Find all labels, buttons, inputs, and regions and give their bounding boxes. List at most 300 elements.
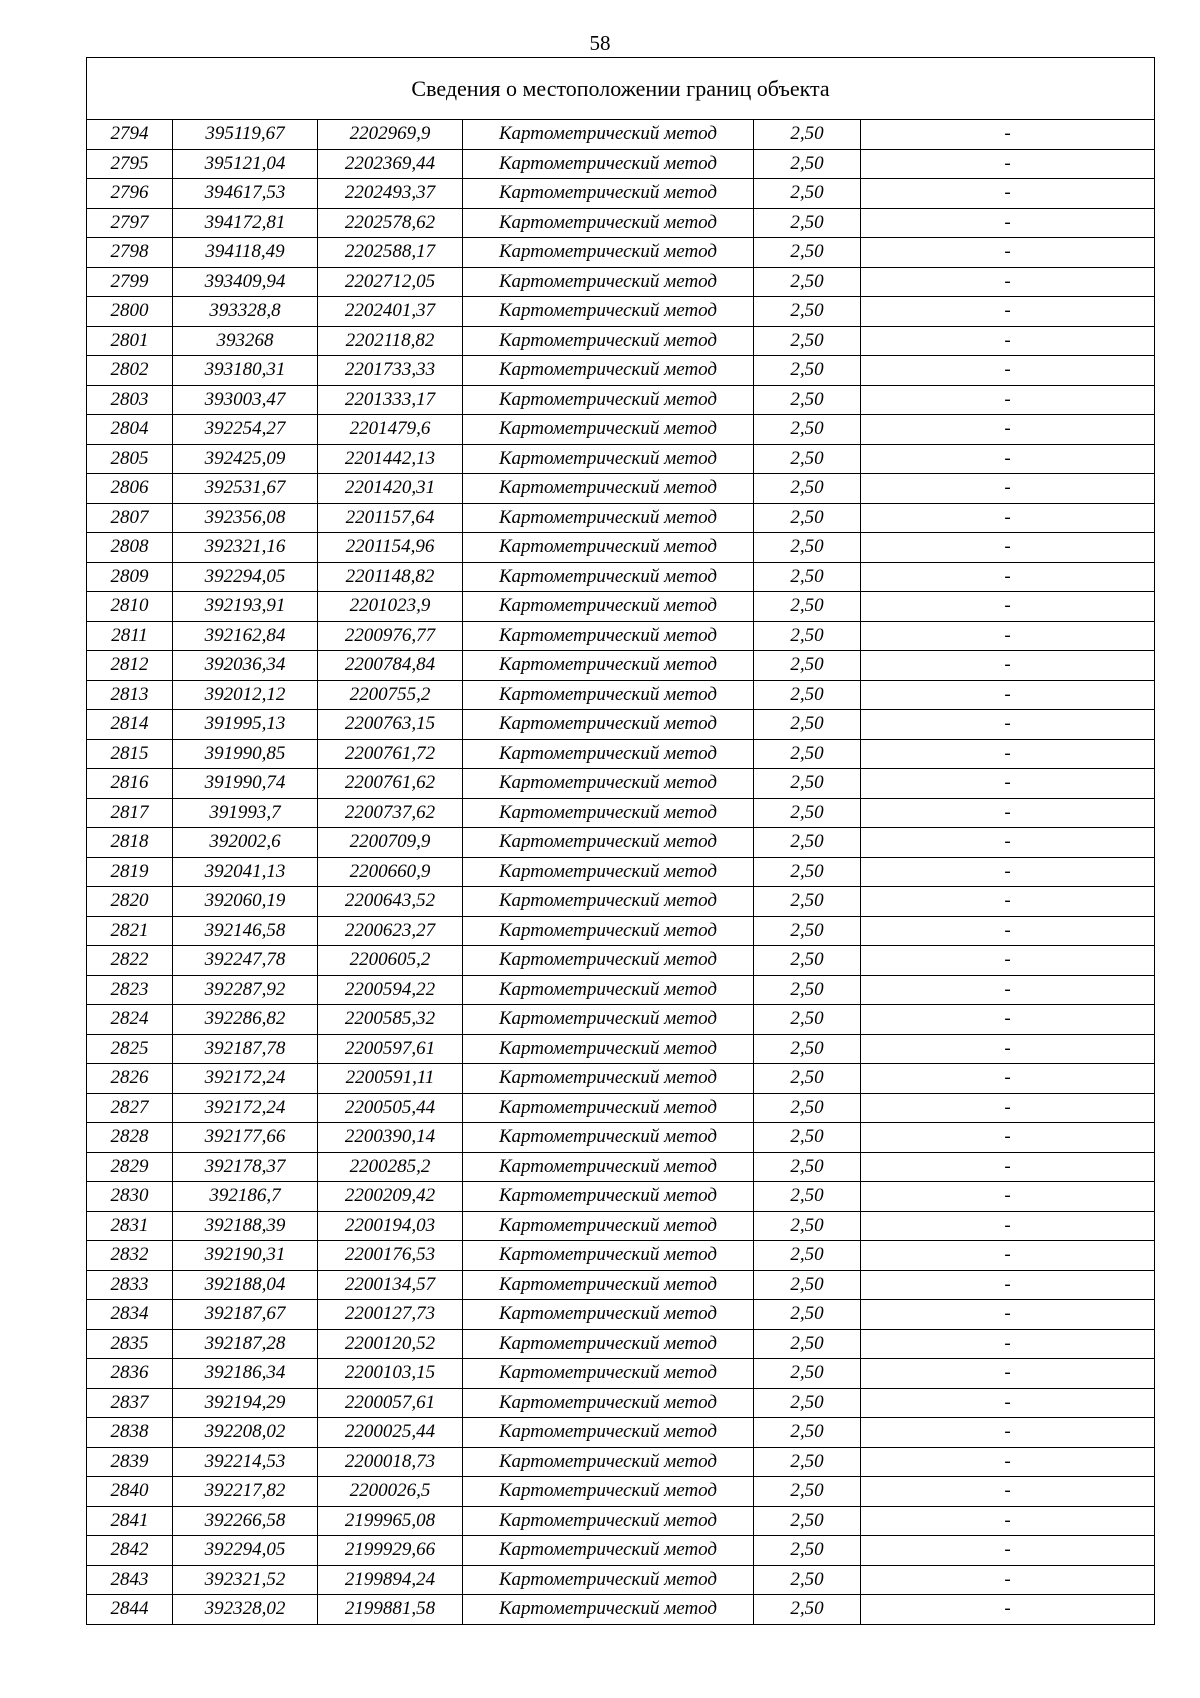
cell-description: - xyxy=(861,533,1155,563)
cell-point-number: 2804 xyxy=(87,415,173,445)
cell-coord-x: 392217,82 xyxy=(173,1477,318,1507)
cell-point-number: 2841 xyxy=(87,1506,173,1536)
cell-coord-x: 392178,37 xyxy=(173,1152,318,1182)
cell-coord-y: 2200709,9 xyxy=(318,828,463,858)
cell-coord-y: 2200761,72 xyxy=(318,739,463,769)
cell-accuracy: 2,50 xyxy=(754,975,861,1005)
cell-method: Картометрический метод xyxy=(463,1329,754,1359)
cell-coord-x: 392187,78 xyxy=(173,1034,318,1064)
cell-point-number: 2808 xyxy=(87,533,173,563)
page-number: 58 xyxy=(589,31,611,55)
cell-coord-x: 392187,28 xyxy=(173,1329,318,1359)
table-row xyxy=(87,149,1155,179)
cell-description: - xyxy=(861,651,1155,681)
table-row xyxy=(87,1388,1155,1418)
cell-point-number: 2833 xyxy=(87,1270,173,1300)
cell-accuracy: 2,50 xyxy=(754,297,861,327)
cell-coord-x: 392294,05 xyxy=(173,562,318,592)
table-row xyxy=(87,267,1155,297)
cell-coord-y: 2200597,61 xyxy=(318,1034,463,1064)
cell-coord-y: 2202712,05 xyxy=(318,267,463,297)
cell-coord-x: 392188,39 xyxy=(173,1211,318,1241)
table-row xyxy=(87,1477,1155,1507)
cell-description: - xyxy=(861,1595,1155,1625)
cell-description: - xyxy=(861,356,1155,386)
cell-description: - xyxy=(861,503,1155,533)
cell-method: Картометрический метод xyxy=(463,887,754,917)
table-row xyxy=(87,1359,1155,1389)
table-row xyxy=(87,916,1155,946)
table-row xyxy=(87,562,1155,592)
cell-method: Картометрический метод xyxy=(463,1182,754,1212)
cell-coord-x: 392012,12 xyxy=(173,680,318,710)
cell-method: Картометрический метод xyxy=(463,444,754,474)
cell-method: Картометрический метод xyxy=(463,680,754,710)
cell-accuracy: 2,50 xyxy=(754,828,861,858)
cell-method: Картометрический метод xyxy=(463,769,754,799)
cell-coord-x: 394172,81 xyxy=(173,208,318,238)
cell-description: - xyxy=(861,1064,1155,1094)
cell-point-number: 2795 xyxy=(87,149,173,179)
table-row xyxy=(87,1447,1155,1477)
table-row xyxy=(87,769,1155,799)
cell-point-number: 2799 xyxy=(87,267,173,297)
cell-description: - xyxy=(861,916,1155,946)
cell-method: Картометрический метод xyxy=(463,1211,754,1241)
cell-accuracy: 2,50 xyxy=(754,415,861,445)
cell-coord-y: 2200127,73 xyxy=(318,1300,463,1330)
table-row xyxy=(87,1211,1155,1241)
cell-coord-x: 393268 xyxy=(173,326,318,356)
cell-coord-x: 391990,85 xyxy=(173,739,318,769)
cell-point-number: 2803 xyxy=(87,385,173,415)
cell-description: - xyxy=(861,887,1155,917)
cell-description: - xyxy=(861,680,1155,710)
cell-point-number: 2802 xyxy=(87,356,173,386)
cell-coord-x: 393328,8 xyxy=(173,297,318,327)
cell-coord-y: 2200025,44 xyxy=(318,1418,463,1448)
cell-accuracy: 2,50 xyxy=(754,120,861,150)
cell-accuracy: 2,50 xyxy=(754,592,861,622)
cell-point-number: 2825 xyxy=(87,1034,173,1064)
cell-coord-x: 392194,29 xyxy=(173,1388,318,1418)
cell-coord-x: 395119,67 xyxy=(173,120,318,150)
cell-accuracy: 2,50 xyxy=(754,1447,861,1477)
cell-accuracy: 2,50 xyxy=(754,1300,861,1330)
table-row xyxy=(87,444,1155,474)
table-row xyxy=(87,1064,1155,1094)
table-title-row xyxy=(87,58,1155,120)
cell-accuracy: 2,50 xyxy=(754,1418,861,1448)
cell-method: Картометрический метод xyxy=(463,592,754,622)
cell-accuracy: 2,50 xyxy=(754,326,861,356)
table-row xyxy=(87,326,1155,356)
cell-method: Картометрический метод xyxy=(463,1506,754,1536)
cell-point-number: 2813 xyxy=(87,680,173,710)
cell-point-number: 2844 xyxy=(87,1595,173,1625)
cell-coord-y: 2200605,2 xyxy=(318,946,463,976)
table-row xyxy=(87,208,1155,238)
cell-coord-x: 392286,82 xyxy=(173,1005,318,1035)
table-row xyxy=(87,1005,1155,1035)
cell-description: - xyxy=(861,1359,1155,1389)
cell-coord-x: 392190,31 xyxy=(173,1241,318,1271)
cell-point-number: 2824 xyxy=(87,1005,173,1035)
cell-point-number: 2821 xyxy=(87,916,173,946)
cell-description: - xyxy=(861,946,1155,976)
cell-coord-x: 392321,52 xyxy=(173,1565,318,1595)
cell-method: Картометрический метод xyxy=(463,798,754,828)
cell-coord-y: 2201733,33 xyxy=(318,356,463,386)
cell-point-number: 2818 xyxy=(87,828,173,858)
cell-point-number: 2827 xyxy=(87,1093,173,1123)
cell-coord-x: 392294,05 xyxy=(173,1536,318,1566)
cell-description: - xyxy=(861,592,1155,622)
cell-coord-x: 394118,49 xyxy=(173,238,318,268)
cell-coord-y: 2202493,37 xyxy=(318,179,463,209)
cell-coord-x: 393003,47 xyxy=(173,385,318,415)
cell-accuracy: 2,50 xyxy=(754,1506,861,1536)
cell-coord-x: 395121,04 xyxy=(173,149,318,179)
cell-coord-x: 392060,19 xyxy=(173,887,318,917)
cell-coord-y: 2201023,9 xyxy=(318,592,463,622)
cell-accuracy: 2,50 xyxy=(754,621,861,651)
cell-coord-x: 391990,74 xyxy=(173,769,318,799)
boundary-table-container xyxy=(86,57,1154,1625)
cell-accuracy: 2,50 xyxy=(754,1211,861,1241)
table-row xyxy=(87,621,1155,651)
cell-coord-y: 2200176,53 xyxy=(318,1241,463,1271)
cell-coord-y: 2201148,82 xyxy=(318,562,463,592)
table-row xyxy=(87,356,1155,386)
boundary-table xyxy=(86,57,1155,1625)
cell-accuracy: 2,50 xyxy=(754,1536,861,1566)
cell-coord-y: 2200120,52 xyxy=(318,1329,463,1359)
cell-method: Картометрический метод xyxy=(463,1565,754,1595)
cell-description: - xyxy=(861,1241,1155,1271)
cell-coord-y: 2200976,77 xyxy=(318,621,463,651)
table-row xyxy=(87,297,1155,327)
table-row xyxy=(87,1300,1155,1330)
cell-coord-x: 392247,78 xyxy=(173,946,318,976)
cell-accuracy: 2,50 xyxy=(754,769,861,799)
cell-coord-y: 2200784,84 xyxy=(318,651,463,681)
cell-accuracy: 2,50 xyxy=(754,1388,861,1418)
cell-accuracy: 2,50 xyxy=(754,356,861,386)
cell-coord-x: 392425,09 xyxy=(173,444,318,474)
cell-method: Картометрический метод xyxy=(463,1034,754,1064)
cell-method: Картометрический метод xyxy=(463,975,754,1005)
cell-method: Картометрический метод xyxy=(463,857,754,887)
cell-point-number: 2806 xyxy=(87,474,173,504)
cell-coord-x: 392287,92 xyxy=(173,975,318,1005)
cell-accuracy: 2,50 xyxy=(754,946,861,976)
cell-coord-y: 2201157,64 xyxy=(318,503,463,533)
cell-accuracy: 2,50 xyxy=(754,444,861,474)
cell-accuracy: 2,50 xyxy=(754,887,861,917)
cell-coord-x: 392162,84 xyxy=(173,621,318,651)
cell-coord-y: 2202118,82 xyxy=(318,326,463,356)
table-row xyxy=(87,1270,1155,1300)
cell-accuracy: 2,50 xyxy=(754,208,861,238)
cell-accuracy: 2,50 xyxy=(754,1241,861,1271)
cell-description: - xyxy=(861,857,1155,887)
cell-description: - xyxy=(861,326,1155,356)
cell-coord-x: 391993,7 xyxy=(173,798,318,828)
cell-point-number: 2807 xyxy=(87,503,173,533)
cell-coord-x: 392041,13 xyxy=(173,857,318,887)
cell-description: - xyxy=(861,385,1155,415)
cell-point-number: 2815 xyxy=(87,739,173,769)
cell-coord-y: 2201333,17 xyxy=(318,385,463,415)
cell-description: - xyxy=(861,1506,1155,1536)
cell-point-number: 2829 xyxy=(87,1152,173,1182)
table-row xyxy=(87,238,1155,268)
table-row xyxy=(87,1536,1155,1566)
cell-coord-x: 392356,08 xyxy=(173,503,318,533)
cell-method: Картометрический метод xyxy=(463,267,754,297)
cell-description: - xyxy=(861,1565,1155,1595)
cell-coord-y: 2200763,15 xyxy=(318,710,463,740)
cell-method: Картометрический метод xyxy=(463,1418,754,1448)
cell-description: - xyxy=(861,1270,1155,1300)
cell-coord-y: 2199965,08 xyxy=(318,1506,463,1536)
cell-description: - xyxy=(861,1536,1155,1566)
cell-coord-y: 2200018,73 xyxy=(318,1447,463,1477)
cell-coord-y: 2200643,52 xyxy=(318,887,463,917)
cell-point-number: 2810 xyxy=(87,592,173,622)
cell-description: - xyxy=(861,238,1155,268)
cell-point-number: 2842 xyxy=(87,1536,173,1566)
cell-description: - xyxy=(861,1418,1155,1448)
cell-accuracy: 2,50 xyxy=(754,503,861,533)
cell-coord-y: 2199929,66 xyxy=(318,1536,463,1566)
table-row xyxy=(87,1329,1155,1359)
cell-coord-y: 2200209,42 xyxy=(318,1182,463,1212)
table-row xyxy=(87,385,1155,415)
cell-accuracy: 2,50 xyxy=(754,651,861,681)
table-row xyxy=(87,651,1155,681)
cell-method: Картометрический метод xyxy=(463,710,754,740)
cell-coord-y: 2200660,9 xyxy=(318,857,463,887)
cell-accuracy: 2,50 xyxy=(754,1565,861,1595)
cell-method: Картометрический метод xyxy=(463,1536,754,1566)
table-row xyxy=(87,1093,1155,1123)
cell-coord-x: 392266,58 xyxy=(173,1506,318,1536)
cell-description: - xyxy=(861,1447,1155,1477)
cell-coord-x: 391995,13 xyxy=(173,710,318,740)
cell-description: - xyxy=(861,1182,1155,1212)
cell-coord-x: 392002,6 xyxy=(173,828,318,858)
cell-point-number: 2796 xyxy=(87,179,173,209)
cell-accuracy: 2,50 xyxy=(754,385,861,415)
cell-accuracy: 2,50 xyxy=(754,533,861,563)
cell-coord-y: 2201442,13 xyxy=(318,444,463,474)
cell-coord-y: 2202578,62 xyxy=(318,208,463,238)
cell-point-number: 2809 xyxy=(87,562,173,592)
cell-method: Картометрический метод xyxy=(463,916,754,946)
cell-description: - xyxy=(861,710,1155,740)
cell-coord-x: 392187,67 xyxy=(173,1300,318,1330)
cell-method: Картометрический метод xyxy=(463,1595,754,1625)
table-body xyxy=(87,120,1155,1625)
cell-coord-x: 392328,02 xyxy=(173,1595,318,1625)
cell-point-number: 2843 xyxy=(87,1565,173,1595)
cell-description: - xyxy=(861,1005,1155,1035)
table-row xyxy=(87,503,1155,533)
table-row xyxy=(87,857,1155,887)
cell-accuracy: 2,50 xyxy=(754,562,861,592)
cell-method: Картометрический метод xyxy=(463,1093,754,1123)
cell-point-number: 2805 xyxy=(87,444,173,474)
cell-method: Картометрический метод xyxy=(463,1064,754,1094)
cell-coord-x: 392208,02 xyxy=(173,1418,318,1448)
cell-accuracy: 2,50 xyxy=(754,474,861,504)
cell-accuracy: 2,50 xyxy=(754,1359,861,1389)
cell-description: - xyxy=(861,179,1155,209)
cell-description: - xyxy=(861,975,1155,1005)
cell-method: Картометрический метод xyxy=(463,1477,754,1507)
cell-accuracy: 2,50 xyxy=(754,1064,861,1094)
table-row xyxy=(87,1182,1155,1212)
cell-description: - xyxy=(861,1388,1155,1418)
cell-coord-x: 392186,34 xyxy=(173,1359,318,1389)
cell-coord-y: 2200026,5 xyxy=(318,1477,463,1507)
cell-description: - xyxy=(861,444,1155,474)
cell-coord-x: 392186,7 xyxy=(173,1182,318,1212)
table-row xyxy=(87,533,1155,563)
cell-accuracy: 2,50 xyxy=(754,1123,861,1153)
cell-method: Картометрический метод xyxy=(463,533,754,563)
cell-point-number: 2797 xyxy=(87,208,173,238)
cell-point-number: 2800 xyxy=(87,297,173,327)
cell-accuracy: 2,50 xyxy=(754,1182,861,1212)
cell-accuracy: 2,50 xyxy=(754,1093,861,1123)
cell-coord-y: 2200505,44 xyxy=(318,1093,463,1123)
cell-coord-x: 392172,24 xyxy=(173,1093,318,1123)
cell-description: - xyxy=(861,1477,1155,1507)
cell-method: Картометрический метод xyxy=(463,1152,754,1182)
table-row xyxy=(87,1123,1155,1153)
cell-point-number: 2831 xyxy=(87,1211,173,1241)
cell-coord-y: 2202588,17 xyxy=(318,238,463,268)
cell-point-number: 2832 xyxy=(87,1241,173,1271)
table-row xyxy=(87,887,1155,917)
table-row xyxy=(87,1418,1155,1448)
table-row xyxy=(87,1241,1155,1271)
cell-accuracy: 2,50 xyxy=(754,1005,861,1035)
cell-method: Картометрический метод xyxy=(463,415,754,445)
cell-method: Картометрический метод xyxy=(463,1241,754,1271)
cell-coord-y: 2200585,32 xyxy=(318,1005,463,1035)
cell-accuracy: 2,50 xyxy=(754,267,861,297)
cell-accuracy: 2,50 xyxy=(754,179,861,209)
table-row xyxy=(87,828,1155,858)
cell-point-number: 2834 xyxy=(87,1300,173,1330)
cell-accuracy: 2,50 xyxy=(754,916,861,946)
cell-method: Картометрический метод xyxy=(463,238,754,268)
cell-coord-x: 393180,31 xyxy=(173,356,318,386)
cell-coord-x: 392193,91 xyxy=(173,592,318,622)
cell-coord-y: 2200103,15 xyxy=(318,1359,463,1389)
cell-coord-y: 2202969,9 xyxy=(318,120,463,150)
cell-point-number: 2819 xyxy=(87,857,173,887)
cell-coord-y: 2201479,6 xyxy=(318,415,463,445)
cell-coord-x: 393409,94 xyxy=(173,267,318,297)
cell-coord-x: 392214,53 xyxy=(173,1447,318,1477)
cell-coord-x: 392036,34 xyxy=(173,651,318,681)
cell-method: Картометрический метод xyxy=(463,1005,754,1035)
cell-point-number: 2826 xyxy=(87,1064,173,1094)
cell-point-number: 2794 xyxy=(87,120,173,150)
table-row xyxy=(87,120,1155,150)
cell-point-number: 2830 xyxy=(87,1182,173,1212)
cell-description: - xyxy=(861,621,1155,651)
cell-point-number: 2838 xyxy=(87,1418,173,1448)
cell-coord-y: 2200134,57 xyxy=(318,1270,463,1300)
cell-point-number: 2835 xyxy=(87,1329,173,1359)
cell-coord-x: 392172,24 xyxy=(173,1064,318,1094)
cell-point-number: 2798 xyxy=(87,238,173,268)
cell-coord-x: 392531,67 xyxy=(173,474,318,504)
cell-coord-y: 2200057,61 xyxy=(318,1388,463,1418)
cell-method: Картометрический метод xyxy=(463,1270,754,1300)
table-row xyxy=(87,1034,1155,1064)
cell-description: - xyxy=(861,1329,1155,1359)
cell-coord-y: 2200755,2 xyxy=(318,680,463,710)
cell-accuracy: 2,50 xyxy=(754,1329,861,1359)
cell-method: Картометрический метод xyxy=(463,297,754,327)
cell-description: - xyxy=(861,120,1155,150)
cell-accuracy: 2,50 xyxy=(754,1477,861,1507)
cell-description: - xyxy=(861,149,1155,179)
cell-point-number: 2837 xyxy=(87,1388,173,1418)
cell-method: Картометрический метод xyxy=(463,179,754,209)
table-row xyxy=(87,592,1155,622)
cell-coord-y: 2200737,62 xyxy=(318,798,463,828)
cell-coord-y: 2200594,22 xyxy=(318,975,463,1005)
cell-point-number: 2839 xyxy=(87,1447,173,1477)
table-row xyxy=(87,798,1155,828)
table-row xyxy=(87,680,1155,710)
cell-description: - xyxy=(861,1123,1155,1153)
cell-accuracy: 2,50 xyxy=(754,1152,861,1182)
cell-accuracy: 2,50 xyxy=(754,710,861,740)
cell-coord-y: 2202369,44 xyxy=(318,149,463,179)
cell-method: Картометрический метод xyxy=(463,562,754,592)
cell-method: Картометрический метод xyxy=(463,946,754,976)
cell-method: Картометрический метод xyxy=(463,120,754,150)
cell-description: - xyxy=(861,297,1155,327)
cell-description: - xyxy=(861,474,1155,504)
cell-accuracy: 2,50 xyxy=(754,149,861,179)
cell-description: - xyxy=(861,208,1155,238)
table-row xyxy=(87,1565,1155,1595)
cell-accuracy: 2,50 xyxy=(754,1270,861,1300)
cell-method: Картометрический метод xyxy=(463,1447,754,1477)
cell-description: - xyxy=(861,1034,1155,1064)
cell-coord-y: 2200390,14 xyxy=(318,1123,463,1153)
table-row xyxy=(87,179,1155,209)
cell-description: - xyxy=(861,739,1155,769)
cell-method: Картометрический метод xyxy=(463,356,754,386)
cell-accuracy: 2,50 xyxy=(754,680,861,710)
cell-coord-x: 392146,58 xyxy=(173,916,318,946)
cell-method: Картометрический метод xyxy=(463,739,754,769)
cell-accuracy: 2,50 xyxy=(754,238,861,268)
cell-point-number: 2820 xyxy=(87,887,173,917)
cell-coord-y: 2200761,62 xyxy=(318,769,463,799)
